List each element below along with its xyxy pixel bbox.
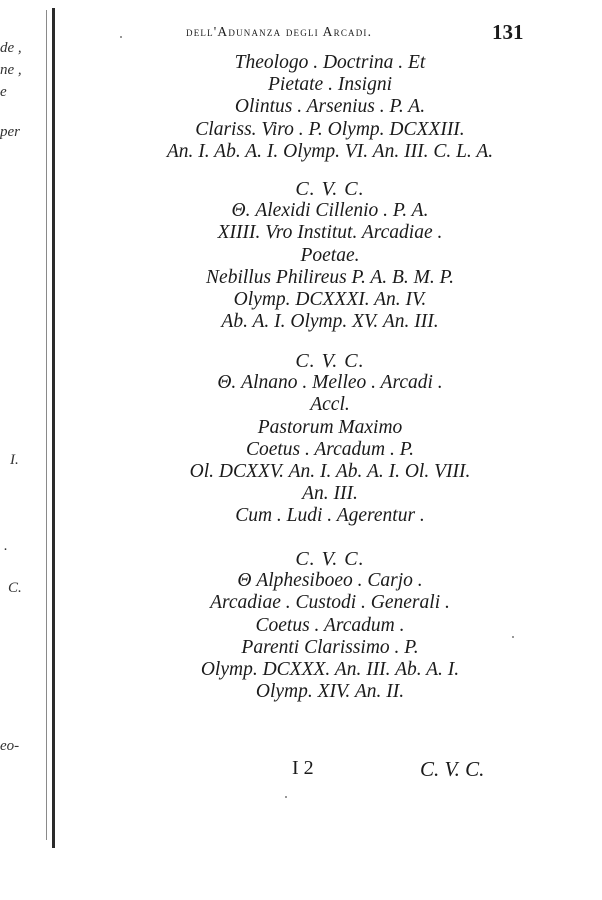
paper-speck [512, 636, 514, 638]
margin-fragment: e [0, 84, 7, 100]
inscription-3 [60, 350, 600, 528]
margin-fragment: I. [10, 452, 19, 468]
inscription-line: An. III. [302, 483, 358, 505]
inscription-line: Parenti Clarissimo . P. [241, 636, 419, 658]
margin-fragment: ne , [0, 62, 22, 78]
inscription-line: Θ. Alexidi Cillenio . P. A. [231, 200, 429, 222]
inscription-line: Ol. DCXXV. An. I. Ab. A. I. Ol. VIII. [189, 461, 471, 483]
inscription-heading: C. V. C. [295, 178, 365, 200]
inscription-4 [60, 548, 600, 703]
page-number: 131 [492, 20, 524, 44]
inscription-line: Pietate . Insigni [267, 74, 393, 96]
inscription-2 [60, 178, 600, 333]
inscription-line: An. I. Ab. A. I. Olymp. VI. An. III. C. L. A. [166, 140, 494, 162]
inscription-line: Arcadiae . Custodi . Generali . [210, 592, 450, 614]
paper-speck [285, 796, 287, 798]
margin-fragment: de , [0, 40, 22, 56]
catchword: C. V. C. [420, 757, 485, 781]
inscription-heading: C. V. C. [295, 350, 365, 372]
paper-speck [120, 36, 122, 38]
inscription-line: Olymp. DCXXX. An. III. Ab. A. I. [200, 659, 460, 681]
inscription-line: Poetae. [300, 244, 360, 266]
inscription-line: Accl. [310, 394, 350, 416]
inscription-line: Clariss. Viro . P. Olymp. DCXXIII. [195, 118, 465, 140]
inscription-line: XIIII. Vro Institut. Arcadiae . [217, 222, 443, 244]
inscription-line: Ab. A. I. Olymp. XV. An. III. [221, 311, 439, 333]
inscription-line: Θ Alphesiboeo . Carjo . [237, 570, 423, 592]
running-head-title: dell'Adunanza degli Arcadi. [186, 24, 373, 39]
inscription-line: Olintus . Arsenius . P. A. [234, 96, 426, 118]
binding-gutter-rule [52, 8, 55, 848]
inscription-line: Olymp. XIV. An. II. [255, 681, 405, 703]
inscription-line: Olymp. DCXXXI. An. IV. [233, 289, 427, 311]
margin-fragment: per [0, 124, 20, 140]
inscription-line: Coetus . Arcadum . [255, 614, 405, 636]
running-head [0, 20, 602, 48]
inscription-heading: C. V. C. [295, 548, 365, 570]
margin-fragment: . [4, 538, 8, 554]
inscription-line: Cum . Ludi . Agerentur . [235, 505, 425, 527]
inscription-1 [60, 52, 600, 163]
inscription-line: Pastorum Maximo [257, 416, 403, 438]
inscription-line: Theologo . Doctrina . Et [234, 52, 426, 73]
margin-fragment: eo- [0, 738, 20, 754]
inscription-line: Coetus . Arcadum . P. [245, 438, 415, 460]
inscription-line: Nebillus Philireus P. A. B. M. P. [206, 266, 454, 288]
gutter-shadow [46, 10, 47, 840]
margin-fragment: C. [8, 580, 22, 596]
signature-mark: I 2 [292, 757, 314, 779]
inscription-line: Θ. Alnano . Melleo . Arcadi . [217, 372, 443, 394]
